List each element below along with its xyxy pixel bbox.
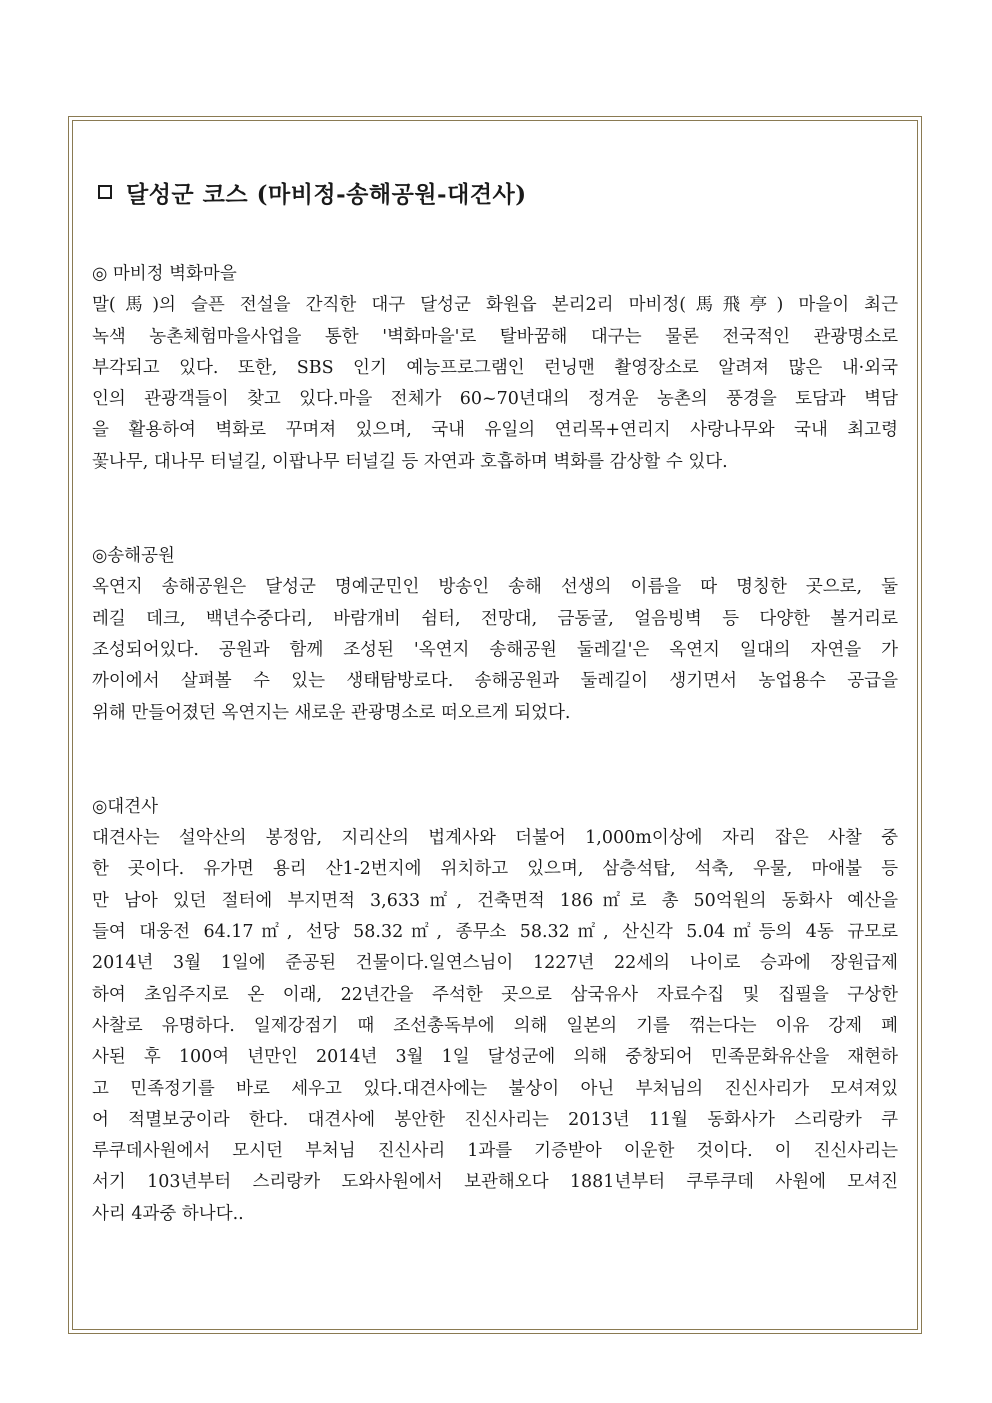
section-body: [92, 823, 898, 1230]
body-line: 사찰로 유명하다. 일제강점기 때 조선총독부에 의해 일본의 기를 꺾는다는 이유 강제 폐: [92, 1015, 898, 1036]
body-line: 한 곳이다. 유가면 용리 산1-2번지에 위치하고 있으며, 삼층석탑, 석축, 우물, 마애불 등: [92, 859, 898, 880]
body-line: 2014년 3월 1일에 준공된 건물이다.일연스님이 1227년 22세의 나이로 승과에 장원급제: [92, 953, 898, 974]
section-heading: ◎송해공원: [92, 546, 175, 567]
body-line: 서기 103년부터 스리랑카 도와사원에서 보관해오다 1881년부터 쿠루쿠데 사원에 모셔진: [92, 1172, 898, 1193]
document-content: [92, 170, 898, 1230]
body-line: 들여 대웅전 64.17㎡, 선당 58.32㎡, 종무소 58.32㎡, 산신각 5.04㎡등의 4동 규모로: [92, 922, 898, 943]
document-title: [92, 170, 898, 214]
body-line: 사리 4과중 하나다..: [92, 1203, 244, 1224]
body-line: 부각되고 있다. 또한, SBS 인기 예능프로그램인 런닝맨 촬영장소로 알려져 많은 내·외국: [92, 357, 898, 378]
body-line: 대견사는 설악산의 봉정암, 지리산의 법계사와 더불어 1,000m이상에 자리 잡은 사찰 중: [92, 828, 898, 849]
body-line: 인의 관광객들이 찾고 있다.마을 전체가 60~70년대의 정겨운 농촌의 풍경을 토담과 벽담: [92, 389, 898, 410]
body-line: 조성되어있다. 공원과 함께 조성된 '옥연지 송해공원 둘레길'은 옥연지 일대의 자연을 가: [92, 639, 898, 660]
section-daegyeonsa: [92, 792, 898, 1230]
document-title-text: 달성군 코스 (마비정-송해공원-대견사): [126, 180, 527, 208]
body-line: 어 적멸보궁이라 한다. 대견사에 봉안한 진신사리는 2013년 11월 동화사가 스리랑카 쿠: [92, 1109, 898, 1130]
body-line: 레길 데크, 백년수중다리, 바람개비 쉼터, 전망대, 금동굴, 얼음빙벽 등 다양한 볼거리로: [92, 608, 898, 629]
section-heading: ◎ 마비정 벽화마을: [92, 264, 237, 284]
body-line: 옥연지 송해공원은 달성군 명예군민인 방송인 송해 선생의 이름을 따 명칭한 곳으로, 둘: [92, 577, 898, 598]
body-line: 만 남아 있던 절터에 부지면적 3,633㎡, 건축면적 186㎡로 총 50억원의 동화사 예산을: [92, 890, 898, 911]
body-line: 까이에서 살펴볼 수 있는 생태탐방로다. 송해공원과 둘레길이 생기면서 농업용수 공급을: [92, 671, 898, 692]
body-line: 사된 후 100여 년만인 2014년 3월 1일 달성군에 의해 중창되어 민족문화유산을 재현하: [92, 1047, 898, 1068]
checkbox-square-icon: [98, 185, 112, 199]
section-heading: ◎대견사: [92, 796, 158, 817]
section-body: [92, 572, 898, 728]
body-line: 위해 만들어졌던 옥연지는 새로운 관광명소로 떠오르게 되었다.: [92, 702, 571, 723]
section-mabijeong: [92, 259, 898, 478]
section-body: [92, 290, 898, 478]
body-line: 꽃나무, 대나무 터널길, 이팝나무 터널길 등 자연과 호흡하며 벽화를 감상할 수 있다.: [92, 451, 728, 472]
body-line: 하여 초임주지로 온 이래, 22년간을 주석한 곳으로 삼국유사 자료수집 및 집필을 구상한: [92, 984, 898, 1005]
section-songhae-park: [92, 541, 898, 729]
body-line: 을 활용하여 벽화로 꾸며져 있으며, 국내 유일의 연리목+연리지 사랑나무와 국내 최고령: [92, 420, 898, 441]
body-line: 녹색 농촌체험마을사업을 통한 '벽화마을'로 탈바꿈해 대구는 물론 전국적인 관광명소로: [92, 326, 898, 347]
body-line: 말(馬)의 슬픈 전설을 간직한 대구 달성군 화원읍 본리2리 마비정(馬飛亭) 마을이 최근: [92, 295, 898, 316]
body-line: 루쿠데사원에서 모시던 부처님 진신사리 1과를 기증받아 이운한 것이다. 이 진신사리는: [92, 1141, 898, 1162]
body-line: 고 민족정기를 바로 세우고 있다.대견사에는 불상이 아닌 부처님의 진신사리가 모셔져있: [92, 1078, 898, 1099]
